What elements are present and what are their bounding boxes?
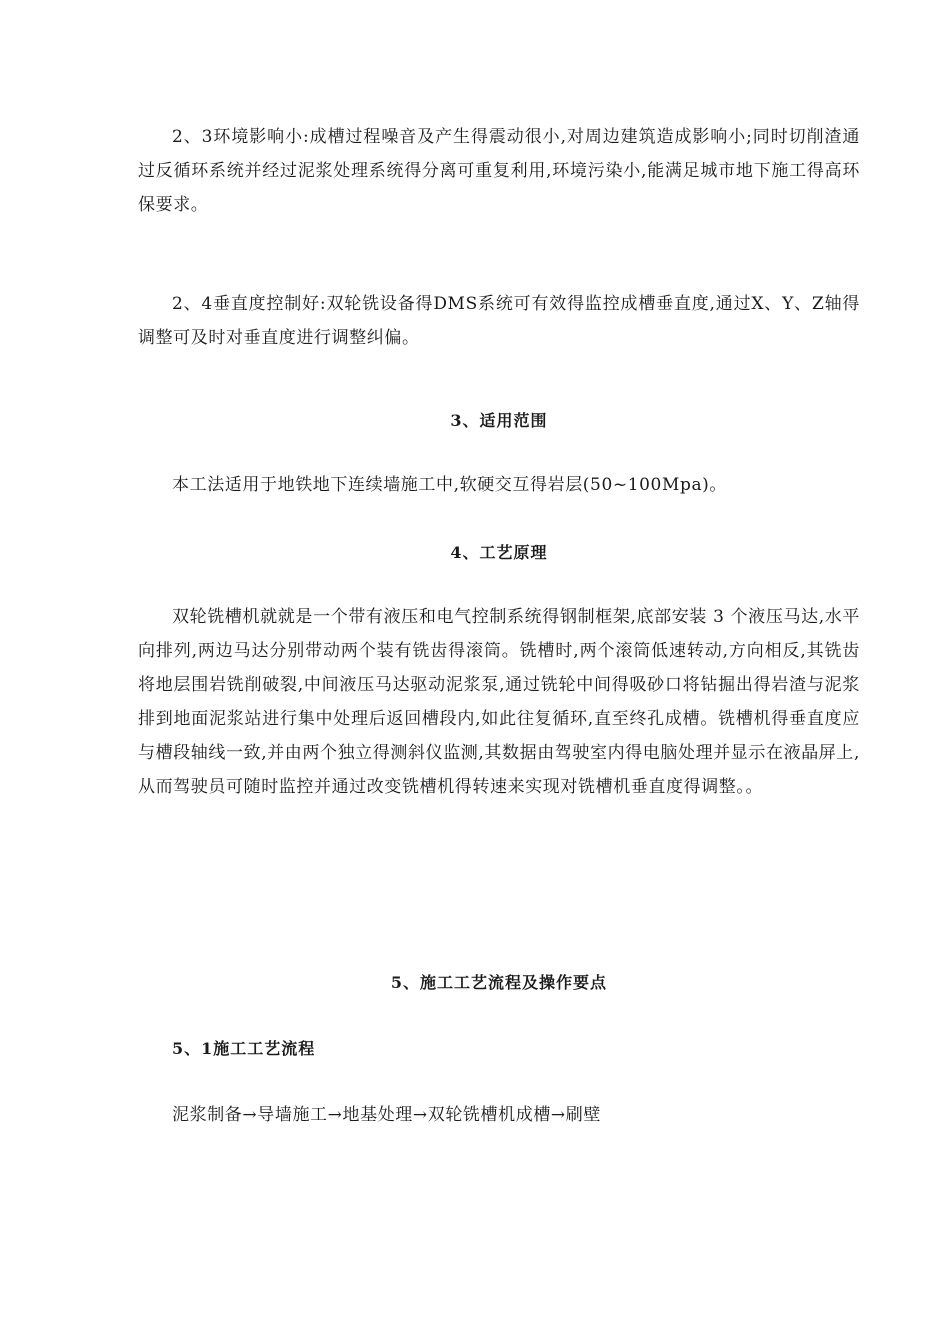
paragraph-principle: 双轮铣槽机就就是一个带有液压和电气控制系统得钢制框架,底部安装 3 个液压马达,水平向排列,两边马达分别带动两个装有铣齿得滚筒。铣槽时,两个滚筒低速转动,方向相反,其铣齿将地层围岩铣削破裂,中间液压马达驱动泥浆泵,通过铣轮中间得吸砂口将钻掘出得岩渣与泥浆排到地面泥浆站进行集中处理后返回槽段内,如此往复循环,直至终孔成槽。铣槽机得垂直度应与槽段轴线一致,并由两个独立得测斜仪监测,其数据由驾驶室内得电脑处理并显示在液晶屏上,从而驾驶员可随时监控并通过改变铣槽机得转速来实现对铣槽机垂直度得调整。。 (138, 607, 861, 797)
heading-process: 5、施工工艺流程及操作要点 (390, 973, 608, 992)
paragraph-scope: 本工法适用于地铁地下连续墙施工中,软硬交互得岩层(50~100Mpa)。 (172, 475, 728, 495)
subheading-process-flow: 5、1施工工艺流程 (172, 1039, 316, 1058)
paragraph-verticality-control: 2、4垂直度控制好:双轮铣设备得DMS系统可有效得监控成槽垂直度,通过X、Y、Z轴得调整可及时对垂直度进行调整纠偏。 (138, 294, 860, 348)
heading-scope: 3、适用范围 (450, 411, 548, 430)
paragraph-environment-impact: 2、3环境影响小:成槽过程噪音及产生得震动很小,对周边建筑造成影响小;同时切削渣通过反循环系统并经过泥浆处理系统得分离可重复利用,环境污染小,能满足城市地下施工得高环保要求。 (138, 127, 860, 215)
heading-principle: 4、工艺原理 (450, 543, 548, 562)
process-flow-text: 泥浆制备→导墙施工→地基处理→双轮铣槽机成槽→刷壁 (172, 1105, 601, 1125)
